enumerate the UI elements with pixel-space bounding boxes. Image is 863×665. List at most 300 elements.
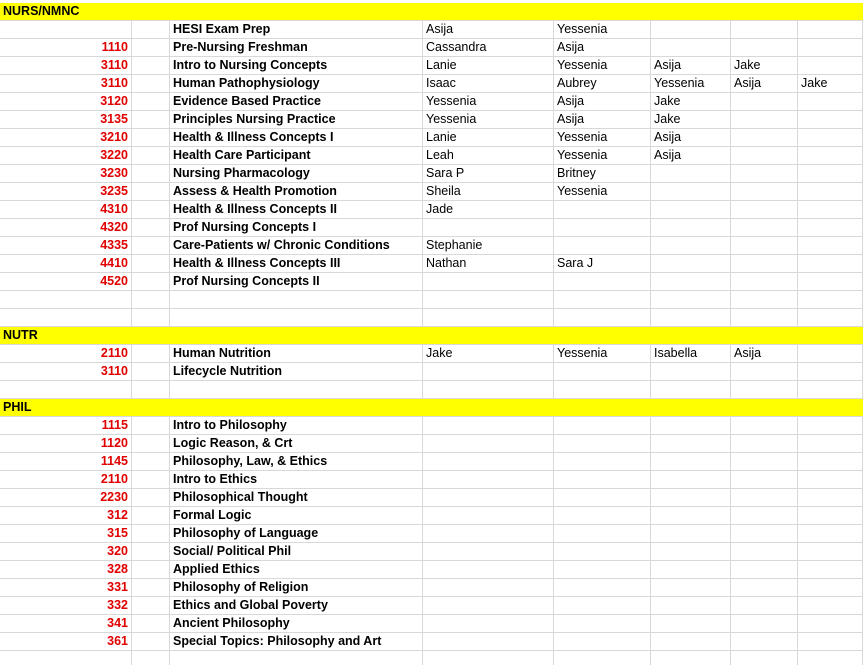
student-name-cell[interactable]: Sheila [423,183,554,201]
empty-cell[interactable] [170,291,423,309]
student-name-cell[interactable] [731,363,798,381]
student-name-cell[interactable] [423,543,554,561]
student-name-cell[interactable] [554,597,651,615]
course-code-cell[interactable]: 332 [0,597,132,615]
empty-cell[interactable] [798,651,863,665]
student-name-cell[interactable] [798,345,863,363]
student-name-cell[interactable] [651,453,731,471]
table-row [0,75,863,93]
student-name-cell[interactable] [731,543,798,561]
empty-cell[interactable] [132,633,170,651]
empty-cell[interactable] [132,471,170,489]
student-name-cell[interactable]: Jake [651,111,731,129]
empty-cell[interactable] [132,237,170,255]
student-name-cell[interactable] [731,453,798,471]
section-header-label: NUTR [3,328,38,342]
empty-cell[interactable] [0,651,132,665]
student-name-cell[interactable] [651,489,731,507]
student-name-cell[interactable] [731,183,798,201]
course-code-cell[interactable]: 3230 [0,165,132,183]
student-name-cell[interactable] [554,633,651,651]
student-name-cell[interactable]: Cassandra [423,39,554,57]
student-name-cell[interactable]: Yessenia [554,183,651,201]
student-name-cell[interactable]: Sara P [423,165,554,183]
student-name-cell[interactable] [798,435,863,453]
student-name-cell[interactable] [651,183,731,201]
student-name-cell[interactable] [798,453,863,471]
student-name-cell[interactable]: Asija [651,129,731,147]
empty-cell[interactable] [731,291,798,309]
student-name-cell[interactable] [423,597,554,615]
empty-cell[interactable] [132,453,170,471]
section-header-row[interactable] [0,327,863,345]
course-title-cell[interactable]: Health & Illness Concepts II [170,201,423,219]
course-title-cell[interactable]: Lifecycle Nutrition [170,363,423,381]
course-code-cell[interactable]: 2110 [0,471,132,489]
student-name-cell[interactable] [651,21,731,39]
student-name-cell[interactable] [651,273,731,291]
student-name-cell[interactable] [423,219,554,237]
student-name-cell[interactable] [554,219,651,237]
course-code-cell[interactable]: 4335 [0,237,132,255]
student-name-cell[interactable] [798,561,863,579]
empty-cell[interactable] [731,381,798,399]
student-name-cell[interactable] [731,561,798,579]
empty-cell[interactable] [554,309,651,327]
table-row [0,201,863,219]
empty-cell[interactable] [132,93,170,111]
table-row [0,93,863,111]
student-name-cell[interactable] [651,417,731,435]
course-title-cell[interactable]: Ancient Philosophy [170,615,423,633]
table-row [0,453,863,471]
table-row [0,345,863,363]
course-code-cell[interactable]: 1115 [0,417,132,435]
course-title-cell[interactable]: Health & Illness Concepts I [170,129,423,147]
course-code-cell[interactable]: 4520 [0,273,132,291]
student-name-cell[interactable] [731,21,798,39]
student-name-cell[interactable] [423,417,554,435]
empty-cell[interactable] [132,489,170,507]
course-title-cell[interactable]: Pre-Nursing Freshman [170,39,423,57]
student-name-cell[interactable]: Yessenia [554,147,651,165]
student-name-cell[interactable] [423,453,554,471]
empty-cell[interactable] [132,363,170,381]
student-name-cell[interactable] [423,507,554,525]
student-name-cell[interactable]: Jake [798,75,863,93]
student-name-cell[interactable] [731,93,798,111]
table-row [0,219,863,237]
student-name-cell[interactable] [423,579,554,597]
empty-cell[interactable] [651,651,731,665]
empty-cell[interactable] [132,507,170,525]
student-name-cell[interactable] [798,273,863,291]
course-title-cell[interactable]: Intro to Ethics [170,471,423,489]
student-name-cell[interactable] [798,543,863,561]
student-name-cell[interactable]: Jade [423,201,554,219]
student-name-cell[interactable] [651,507,731,525]
student-name-cell[interactable] [651,633,731,651]
table-row [0,183,863,201]
course-code-cell[interactable]: 4320 [0,219,132,237]
course-code-cell[interactable]: 2230 [0,489,132,507]
course-code-cell[interactable]: 3235 [0,183,132,201]
course-title-cell[interactable]: Human Pathophysiology [170,75,423,93]
course-code-cell[interactable]: 3110 [0,57,132,75]
student-name-cell[interactable] [651,597,731,615]
student-name-cell[interactable] [798,237,863,255]
student-name-cell[interactable] [798,183,863,201]
empty-cell[interactable] [170,381,423,399]
student-name-cell[interactable] [651,39,731,57]
student-name-cell[interactable]: Yessenia [554,21,651,39]
student-name-cell[interactable]: Stephanie [423,237,554,255]
student-name-cell[interactable] [798,57,863,75]
course-title-cell[interactable]: Formal Logic [170,507,423,525]
student-name-cell[interactable] [554,525,651,543]
student-name-cell[interactable] [798,579,863,597]
student-name-cell[interactable] [731,615,798,633]
table-row [0,147,863,165]
course-code-cell[interactable]: 1110 [0,39,132,57]
course-code-cell[interactable]: 341 [0,615,132,633]
student-name-cell[interactable]: Asija [554,111,651,129]
section-header-label: NURS/NMNC [3,4,80,18]
empty-cell[interactable] [132,111,170,129]
student-name-cell[interactable]: Lanie [423,57,554,75]
student-name-cell[interactable] [731,435,798,453]
empty-cell[interactable] [651,309,731,327]
student-name-cell[interactable] [651,471,731,489]
empty-cell[interactable] [731,309,798,327]
empty-cell[interactable] [132,579,170,597]
empty-cell[interactable] [554,381,651,399]
student-name-cell[interactable] [423,273,554,291]
student-name-cell[interactable] [423,561,554,579]
course-title-cell[interactable]: Nursing Pharmacology [170,165,423,183]
student-name-cell[interactable] [798,39,863,57]
student-name-cell[interactable]: Yessenia [554,345,651,363]
student-name-cell[interactable] [731,489,798,507]
student-name-cell[interactable] [798,597,863,615]
student-name-cell[interactable] [798,633,863,651]
course-title-cell[interactable]: HESI Exam Prep [170,21,423,39]
empty-cell[interactable] [132,435,170,453]
table-row [0,435,863,453]
student-name-cell[interactable] [554,543,651,561]
course-title-cell[interactable]: Philosophy of Religion [170,579,423,597]
course-code-cell[interactable]: 3220 [0,147,132,165]
course-title-cell[interactable]: Evidence Based Practice [170,93,423,111]
course-code-cell[interactable]: 4410 [0,255,132,273]
empty-cell[interactable] [132,57,170,75]
student-name-cell[interactable] [423,489,554,507]
course-title-cell[interactable]: Applied Ethics [170,561,423,579]
empty-cell[interactable] [132,525,170,543]
student-name-cell[interactable] [731,201,798,219]
table-row [0,111,863,129]
student-name-cell[interactable] [798,615,863,633]
student-name-cell[interactable]: Asija [423,21,554,39]
course-code-cell[interactable]: 361 [0,633,132,651]
table-row [0,597,863,615]
student-name-cell[interactable] [731,111,798,129]
student-name-cell[interactable] [798,363,863,381]
student-name-cell[interactable] [651,579,731,597]
empty-cell[interactable] [731,651,798,665]
course-code-cell[interactable]: 320 [0,543,132,561]
section-header-row[interactable] [0,399,863,417]
course-code-cell[interactable] [0,21,132,39]
course-title-cell[interactable]: Prof Nursing Concepts I [170,219,423,237]
course-title-cell[interactable]: Logic Reason, & Crt [170,435,423,453]
empty-cell[interactable] [132,345,170,363]
empty-cell[interactable] [423,381,554,399]
empty-cell[interactable] [132,147,170,165]
table-row [0,543,863,561]
student-name-cell[interactable]: Jake [423,345,554,363]
empty-cell[interactable] [132,597,170,615]
empty-cell[interactable] [651,381,731,399]
student-name-cell[interactable] [731,471,798,489]
course-code-cell[interactable]: 1145 [0,453,132,471]
student-name-cell[interactable] [554,417,651,435]
empty-cell[interactable] [132,309,170,327]
student-name-cell[interactable] [798,147,863,165]
student-name-cell[interactable]: Yessenia [651,75,731,93]
student-name-cell[interactable]: Asija [651,57,731,75]
student-name-cell[interactable] [554,201,651,219]
table-row [0,579,863,597]
student-name-cell[interactable] [554,471,651,489]
student-name-cell[interactable]: Asija [651,147,731,165]
student-name-cell[interactable]: Aubrey [554,75,651,93]
student-name-cell[interactable] [731,237,798,255]
course-title-cell[interactable]: Special Topics: Philosophy and Art [170,633,423,651]
student-name-cell[interactable] [651,435,731,453]
empty-cell[interactable] [798,291,863,309]
course-title-cell[interactable]: Intro to Nursing Concepts [170,57,423,75]
empty-cell[interactable] [423,309,554,327]
empty-cell[interactable] [132,615,170,633]
course-title-cell[interactable]: Care-Patients w/ Chronic Conditions [170,237,423,255]
student-name-cell[interactable] [651,201,731,219]
student-name-cell[interactable] [423,633,554,651]
student-name-cell[interactable] [731,633,798,651]
student-name-cell[interactable] [651,237,731,255]
student-name-cell[interactable]: Yessenia [554,129,651,147]
student-name-cell[interactable] [798,129,863,147]
student-name-cell[interactable] [423,525,554,543]
student-name-cell[interactable] [554,363,651,381]
empty-cell[interactable] [423,291,554,309]
student-name-cell[interactable]: Asija [554,39,651,57]
student-name-cell[interactable] [554,615,651,633]
student-name-cell[interactable]: Leah [423,147,554,165]
student-name-cell[interactable] [731,165,798,183]
empty-cell[interactable] [170,309,423,327]
student-name-cell[interactable] [731,147,798,165]
student-name-cell[interactable]: Yessenia [423,93,554,111]
course-title-cell[interactable]: Principles Nursing Practice [170,111,423,129]
empty-cell[interactable] [132,273,170,291]
student-name-cell[interactable] [423,435,554,453]
course-code-cell[interactable]: 328 [0,561,132,579]
student-name-cell[interactable]: Asija [731,345,798,363]
empty-cell[interactable] [170,651,423,665]
student-name-cell[interactable] [731,39,798,57]
course-title-cell[interactable]: Health Care Participant [170,147,423,165]
course-title-cell[interactable]: Ethics and Global Poverty [170,597,423,615]
empty-cell[interactable] [132,381,170,399]
empty-cell[interactable] [423,651,554,665]
student-name-cell[interactable] [554,561,651,579]
table-row [0,471,863,489]
empty-cell[interactable] [554,651,651,665]
student-name-cell[interactable] [798,471,863,489]
student-name-cell[interactable] [798,489,863,507]
student-name-cell[interactable] [651,615,731,633]
student-name-cell[interactable] [731,597,798,615]
student-name-cell[interactable] [423,471,554,489]
course-title-cell[interactable]: Social/ Political Phil [170,543,423,561]
empty-cell[interactable] [132,21,170,39]
course-title-cell[interactable]: Health & Illness Concepts III [170,255,423,273]
empty-cell[interactable] [132,219,170,237]
table-row [0,417,863,435]
empty-cell[interactable] [132,255,170,273]
student-name-cell[interactable]: Isaac [423,75,554,93]
student-name-cell[interactable]: Jake [731,57,798,75]
course-title-cell[interactable]: Philosophy, Law, & Ethics [170,453,423,471]
student-name-cell[interactable] [731,525,798,543]
student-name-cell[interactable] [651,561,731,579]
course-code-cell[interactable]: 3120 [0,93,132,111]
student-name-cell[interactable]: Isabella [651,345,731,363]
course-code-cell[interactable]: 3210 [0,129,132,147]
student-name-cell[interactable] [731,255,798,273]
student-name-cell[interactable] [651,219,731,237]
student-name-cell[interactable] [798,201,863,219]
empty-cell[interactable] [554,291,651,309]
table-row [0,489,863,507]
empty-cell[interactable] [132,417,170,435]
empty-cell[interactable] [798,381,863,399]
course-title-cell[interactable]: Assess & Health Promotion [170,183,423,201]
empty-cell[interactable] [0,309,132,327]
empty-cell[interactable] [132,39,170,57]
table-row [0,633,863,651]
empty-cell[interactable] [651,291,731,309]
student-name-cell[interactable] [554,453,651,471]
course-code-cell[interactable]: 1120 [0,435,132,453]
student-name-cell[interactable] [651,363,731,381]
student-name-cell[interactable] [731,129,798,147]
student-name-cell[interactable] [554,507,651,525]
course-code-cell[interactable]: 312 [0,507,132,525]
empty-cell[interactable] [132,165,170,183]
student-name-cell[interactable] [798,255,863,273]
student-name-cell[interactable] [798,507,863,525]
student-name-cell[interactable] [423,363,554,381]
student-name-cell[interactable]: Yessenia [423,111,554,129]
course-code-cell[interactable]: 2110 [0,345,132,363]
section-header-row[interactable] [0,3,863,21]
student-name-cell[interactable] [731,417,798,435]
empty-cell[interactable] [798,309,863,327]
student-name-cell[interactable] [651,543,731,561]
course-code-cell[interactable]: 3110 [0,75,132,93]
student-name-cell[interactable] [651,255,731,273]
course-code-cell[interactable]: 3110 [0,363,132,381]
table-row [0,615,863,633]
table-row [0,21,863,39]
student-name-cell[interactable] [731,219,798,237]
blank-row [0,309,863,327]
empty-cell[interactable] [132,651,170,665]
empty-cell[interactable] [132,291,170,309]
student-name-cell[interactable]: Jake [651,93,731,111]
course-title-cell[interactable]: Intro to Philosophy [170,417,423,435]
student-name-cell[interactable] [554,273,651,291]
empty-cell[interactable] [132,561,170,579]
student-name-cell[interactable] [798,111,863,129]
student-name-cell[interactable] [731,579,798,597]
student-name-cell[interactable] [423,615,554,633]
course-title-cell[interactable]: Human Nutrition [170,345,423,363]
course-code-cell[interactable]: 331 [0,579,132,597]
empty-cell[interactable] [0,291,132,309]
course-code-cell[interactable]: 315 [0,525,132,543]
student-name-cell[interactable]: Britney [554,165,651,183]
section-header-label: PHIL [3,400,32,414]
course-code-cell[interactable]: 4310 [0,201,132,219]
empty-cell[interactable] [132,183,170,201]
empty-cell[interactable] [132,201,170,219]
student-name-cell[interactable] [731,273,798,291]
student-name-cell[interactable]: Lanie [423,129,554,147]
student-name-cell[interactable] [798,93,863,111]
student-name-cell[interactable]: Nathan [423,255,554,273]
student-name-cell[interactable] [651,165,731,183]
empty-cell[interactable] [0,381,132,399]
table-row [0,273,863,291]
student-name-cell[interactable] [554,489,651,507]
student-name-cell[interactable]: Asija [731,75,798,93]
student-name-cell[interactable] [731,507,798,525]
student-name-cell[interactable]: Sara J [554,255,651,273]
empty-cell[interactable] [132,543,170,561]
student-name-cell[interactable] [554,579,651,597]
table-row [0,237,863,255]
student-name-cell[interactable] [798,417,863,435]
empty-cell[interactable] [132,75,170,93]
course-code-cell[interactable]: 3135 [0,111,132,129]
student-name-cell[interactable] [798,525,863,543]
student-name-cell[interactable]: Asija [554,93,651,111]
course-title-cell[interactable]: Philosophy of Language [170,525,423,543]
course-title-cell[interactable]: Philosophical Thought [170,489,423,507]
course-title-cell[interactable]: Prof Nursing Concepts II [170,273,423,291]
student-name-cell[interactable] [554,237,651,255]
student-name-cell[interactable] [798,21,863,39]
student-name-cell[interactable] [651,525,731,543]
student-name-cell[interactable] [554,435,651,453]
student-name-cell[interactable]: Yessenia [554,57,651,75]
student-name-cell[interactable] [798,165,863,183]
empty-cell[interactable] [132,129,170,147]
student-name-cell[interactable] [798,219,863,237]
